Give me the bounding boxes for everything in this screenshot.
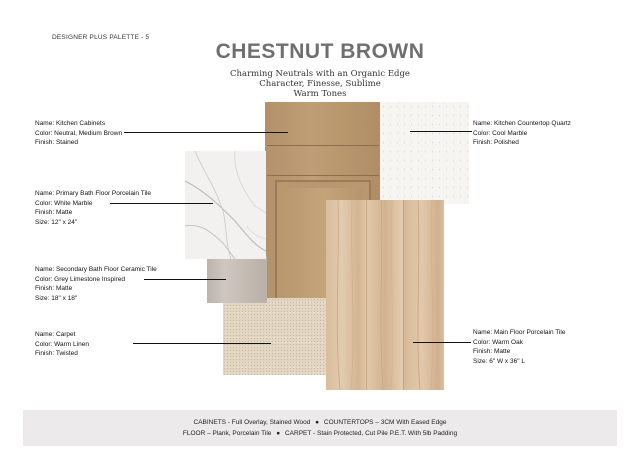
subtitle-line: Character, Finesse, Sublime [259,79,381,89]
footer-line-2 [23,428,617,439]
page-title: CHESTNUT BROWN [215,40,425,63]
footer-carpet-text: CARPET - Stain Protected, Cut Pile P.E.T. With 5lb Padding [284,430,458,437]
spec-finish: Finish: Matte [35,209,73,216]
carpet-leader-line [133,343,271,344]
carpet-swatch [223,298,326,375]
kitchen-countertop-spec [473,119,571,148]
spec-finish: Finish: Polished [473,139,519,146]
spec-finish: Finish: Stained [35,139,78,146]
spec-name: Name: Carpet [35,331,76,338]
spec-name: Name: Primary Bath Floor Porcelain Tile [35,190,151,197]
countertop-quartz-swatch [380,102,469,204]
primary-bath-marble-swatch [185,151,266,259]
spec-size: Size: 18" x 18" [35,294,78,302]
carpet-spec [35,330,89,359]
spec-color: Color: Warm Linen [35,340,89,348]
cabinets-leader-line [124,132,288,133]
spec-finish: Finish: Matte [473,348,511,355]
spec-color: Color: Neutral, Medium Brown [35,129,123,137]
spec-size: Size: 12" x 24" [35,218,78,226]
spec-name: Name: Main Floor Porcelain Tile [473,329,566,336]
oak-leader-line [413,342,471,343]
spec-finish: Finish: Twisted [35,350,78,357]
subtitle-line: Charming Neutrals with an Organic Edge [230,69,410,79]
footer-cabinets-text: CABINETS - Full Overlay, Stained Wood [193,419,311,426]
footer-line-1 [23,417,617,428]
spec-size: Size: 6" W x 36" L [473,357,525,365]
spec-color: Color: Warm Oak [473,338,523,346]
cabinet-drawer-front [267,104,379,146]
quartz-leader-line [410,131,472,132]
limestone-leader-line [144,279,226,280]
cabinet-rail [267,146,379,176]
marble-leader-line [110,203,213,204]
footer-specs [23,410,617,446]
subtitle-block [200,69,440,99]
main-floor-spec [473,328,565,366]
kitchen-cabinets-spec [35,119,122,148]
palette-label: DESIGNER PLUS PALETTE - 5 [52,34,150,41]
primary-bath-floor-spec [35,189,151,227]
spec-color: Color: Cool Marble [473,129,528,137]
footer-bullet: ● [276,430,281,437]
main-floor-oak-swatch [326,200,444,390]
spec-color: Color: White Marble [35,199,93,207]
subtitle-line: Warm Tones [293,89,347,99]
footer-floor-text: FLOOR – Plank, Porcelain Tile [182,430,272,437]
spec-name: Name: Kitchen Countertop Quartz [473,120,571,127]
spec-name: Name: Kitchen Cabinets [35,120,106,127]
spec-color: Color: Grey Limestone Inspired [35,275,125,283]
secondary-bath-floor-spec [35,265,157,303]
spec-finish: Finish: Matte [35,285,73,292]
spec-name: Name: Secondary Bath Floor Ceramic Tile [35,266,157,273]
footer-bullet: ● [315,419,320,426]
footer-countertops-text: COUNTERTOPS – 3CM With Eased Edge [323,419,447,426]
